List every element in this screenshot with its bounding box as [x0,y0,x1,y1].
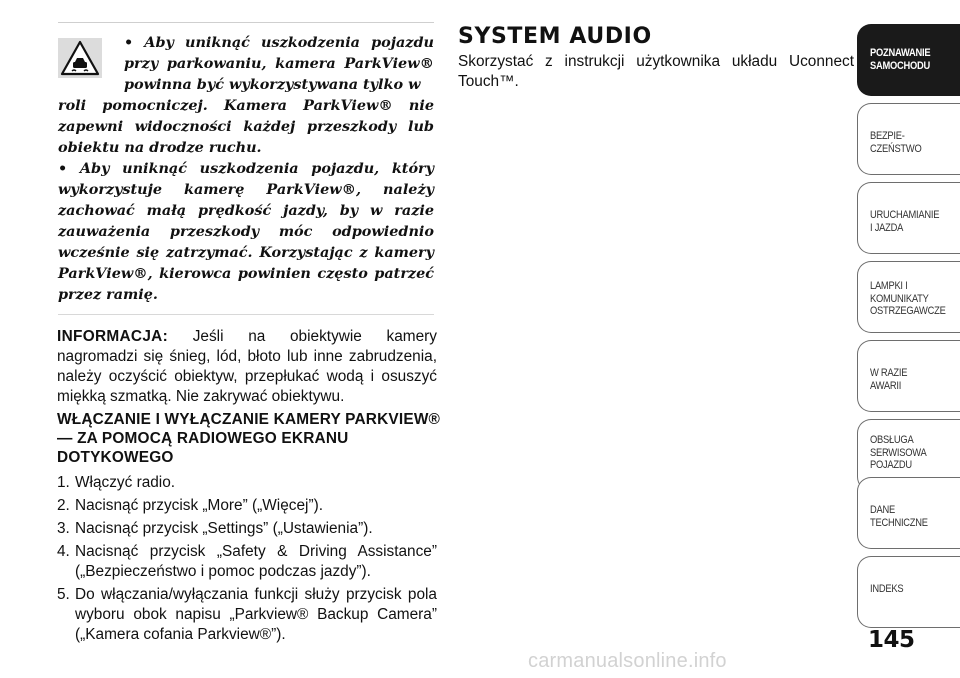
step-number: 3. [57,520,70,537]
page-number: 145 [868,627,915,653]
list-item [57,473,437,493]
tab-label: OBSŁUGA SERWISOWA POJAZDU [870,434,927,471]
info-text: Jeśli na obiektywie kamery nagromadzi się śnieg, lód, błoto lub inne zabrudzenia, należy oczyścić obiektyw, przepłukać wodą i osuszyć miękką szmatką. Nie zakrywać obiektywu. [57,328,437,405]
step-number: 1. [57,474,70,491]
step-number: 4. [57,543,70,560]
tab-bezpieczenstwo[interactable] [857,103,960,175]
watermark: carmanualsonline.info [528,650,727,672]
step-text: Do włączania/wyłączania funkcji służy przycisk pola wyboru obok napisu „Parkview® Backup Camera” („Kamera cofania Parkview®”). [75,586,437,643]
step-text: Nacisnąć przycisk „More” („Więcej”). [75,497,323,514]
tab-label: W RAZIE AWARII [870,367,908,392]
tab-indeks[interactable] [857,556,960,628]
system-audio-title: SYSTEM AUDIO [458,24,652,49]
warning-bottom-rule [58,314,434,315]
tab-w-razie-awarii[interactable] [857,340,960,412]
list-item [57,542,437,582]
warning-top-rule [58,22,434,23]
tab-label: URUCHAMIANIE I JAZDA [870,209,940,234]
tab-uruchamianie-i-jazda[interactable] [857,182,960,254]
tab-poznawanie-samochodu[interactable] [857,24,960,96]
list-item [57,519,437,539]
info-label: INFORMACJA: [57,328,169,345]
step-text: Nacisnąć przycisk „Settings” („Ustawienia”). [75,520,373,537]
section-heading: WŁĄCZANIE I WYŁĄCZANIE KAMERY PARKVIEW® — ZA POMOCĄ RADIOWEGO EKRANU DOTYKOWEGO [57,411,441,466]
system-audio-text: Skorzystać z instrukcji użytkownika układu Uconnect Touch™. [458,53,854,90]
tab-label: DANE TECHNICZNE [870,504,928,529]
step-text: Włączyć radio. [75,474,176,491]
steps-list [57,473,437,648]
tab-label: BEZPIE- CZEŃSTWO [870,130,922,155]
warning-car-skid-icon [58,38,102,78]
step-number: 2. [57,497,70,514]
list-item [57,496,437,516]
step-text: Nacisnąć przycisk „Safety & Driving Assistance” („Bezpieczeństwo i pomoc podczas jazdy”). [75,543,437,580]
warning-bullet-1b: roli pomocniczej. Kamera ParkView® nie zapewni widoczności każdej przeszkody lub obiektu na drodze ruchu. [58,97,434,156]
tab-lampki-i-komunikaty[interactable] [857,261,960,333]
tab-label: INDEKS [870,583,904,595]
list-item [57,585,437,645]
tab-label: POZNAWANIE SAMOCHODU [870,47,931,72]
tab-dane-techniczne[interactable] [857,477,960,549]
info-paragraph [57,327,437,407]
step-number: 5. [57,586,70,603]
tab-label: LAMPKI I KOMUNIKATY OSTRZEGAWCZE [870,280,946,317]
warning-bullet-1a: • Aby uniknąć uszkodzenia pojazdu przy parkowaniu, kamera ParkView® powinna być wykorzystywana tylko w [124,34,434,93]
warning-bullet-2: • Aby uniknąć uszkodzenia pojazdu, który wykorzystuje kamerę ParkView®, należy zachować małą prędkość jazdy, by w razie zauważenia przeszkody móc odpowiednio wcześnie się zatrzymać. Korzystając z kamery ParkView®, kierowca powinien często patrzeć przez ramię. [58,160,434,303]
